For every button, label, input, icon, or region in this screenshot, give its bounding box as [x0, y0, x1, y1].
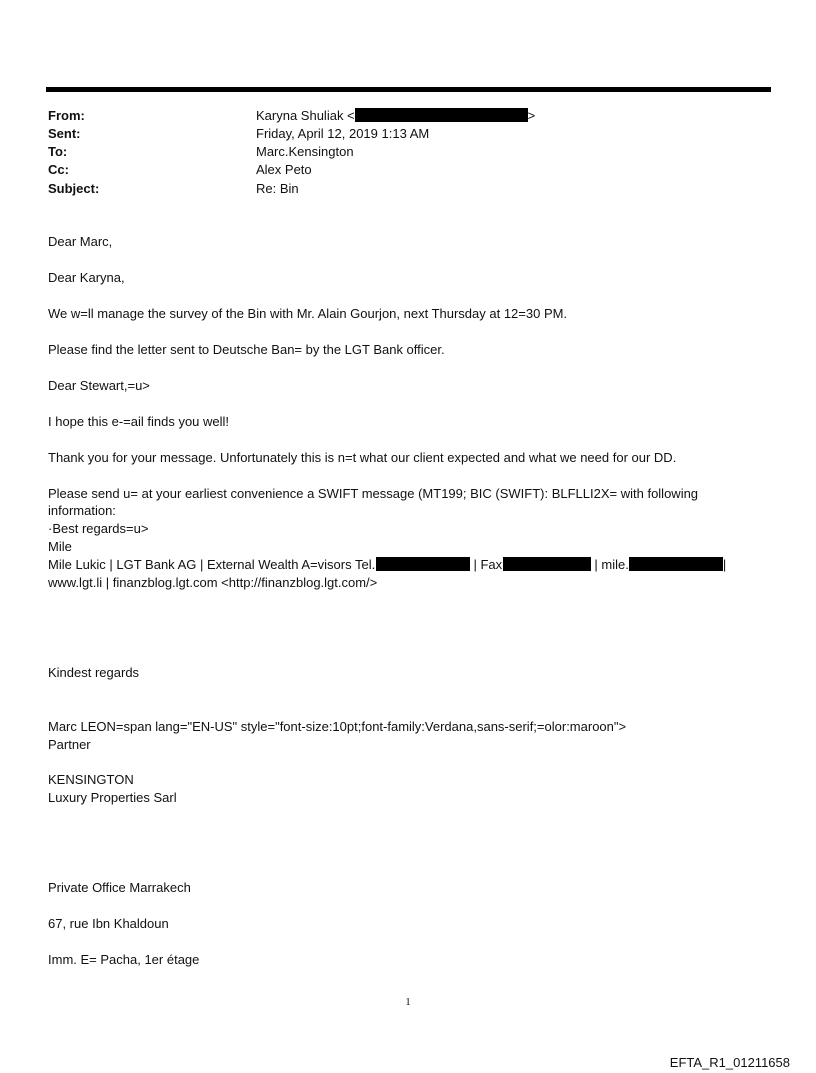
page-number: 1 — [405, 996, 411, 1008]
subject-label: Subject: — [48, 181, 100, 196]
thanks-line: Thank you for your message. Unfortunately this is n=t what our client expected and what we need for our DD. — [48, 450, 677, 465]
cc-value: Alex Peto — [256, 162, 312, 177]
office-line: Private Office Marrakech — [48, 880, 191, 895]
mile-line: Mile — [48, 539, 72, 554]
company-name: KENSINGTON — [48, 772, 134, 787]
partner-line: Partner — [48, 737, 91, 752]
web-line: www.lgt.li | finanzblog.lgt.com <http://finanzblog.lgt.com/> — [48, 575, 378, 590]
signature-text: Mile Lukic | LGT Bank AG | External Wealth A=visors Tel. — [48, 557, 376, 572]
from-value — [256, 107, 535, 125]
cc-label: Cc: — [48, 162, 69, 177]
please-send-line: Please send u= at your earliest convenience a SWIFT message (MT199; BIC (SWIFT): BLFLLI2X= with following — [48, 486, 699, 501]
header-rule — [46, 87, 771, 92]
redaction-box — [629, 557, 723, 571]
pipe-text: | — [722, 557, 727, 572]
building-line: Imm. E= Pacha, 1er étage — [48, 952, 200, 967]
from-name: Karyna Shuliak < — [256, 108, 355, 123]
signature-line — [48, 556, 726, 574]
best-regards-line: ·Best regards=u> — [48, 521, 149, 536]
to-value: Marc.Kensington — [256, 144, 354, 159]
redaction-box — [355, 108, 528, 122]
letter-line: Please find the letter sent to Deutsche Ban= by the LGT Bank officer. — [48, 342, 445, 357]
marc-leon-line: Marc LEON=span lang="EN-US" style="font-size:10pt;font-family:Verdana,sans-serif;=olor:maroon"> — [48, 719, 627, 734]
from-label: From: — [48, 108, 85, 123]
company-type: Luxury Properties Sarl — [48, 790, 177, 805]
document-id: EFTA_R1_01211658 — [669, 1055, 790, 1070]
sent-value: Friday, April 12, 2019 1:13 AM — [256, 126, 430, 141]
street-line: 67, rue Ibn Khaldoun — [48, 916, 169, 931]
mail-text: | mile. — [594, 557, 629, 572]
fax-text: | Fax — [473, 557, 503, 572]
sent-label: Sent: — [48, 126, 81, 141]
redaction-box — [376, 557, 470, 571]
from-bracket: > — [527, 108, 536, 123]
greeting-karyna: Dear Karyna, — [48, 270, 125, 285]
information-line: information: — [48, 503, 116, 518]
greeting-marc: Dear Marc, — [48, 234, 113, 249]
survey-line: We w=ll manage the survey of the Bin with Mr. Alain Gourjon, next Thursday at 12=30 PM. — [48, 306, 568, 321]
hope-line: I hope this e-=ail finds you well! — [48, 414, 230, 429]
dear-stewart: Dear Stewart,=u> — [48, 378, 150, 393]
to-label: To: — [48, 144, 68, 159]
redaction-box — [503, 557, 591, 571]
kindest-regards: Kindest regards — [48, 665, 140, 680]
subject-value: Re: Bin — [256, 181, 299, 196]
